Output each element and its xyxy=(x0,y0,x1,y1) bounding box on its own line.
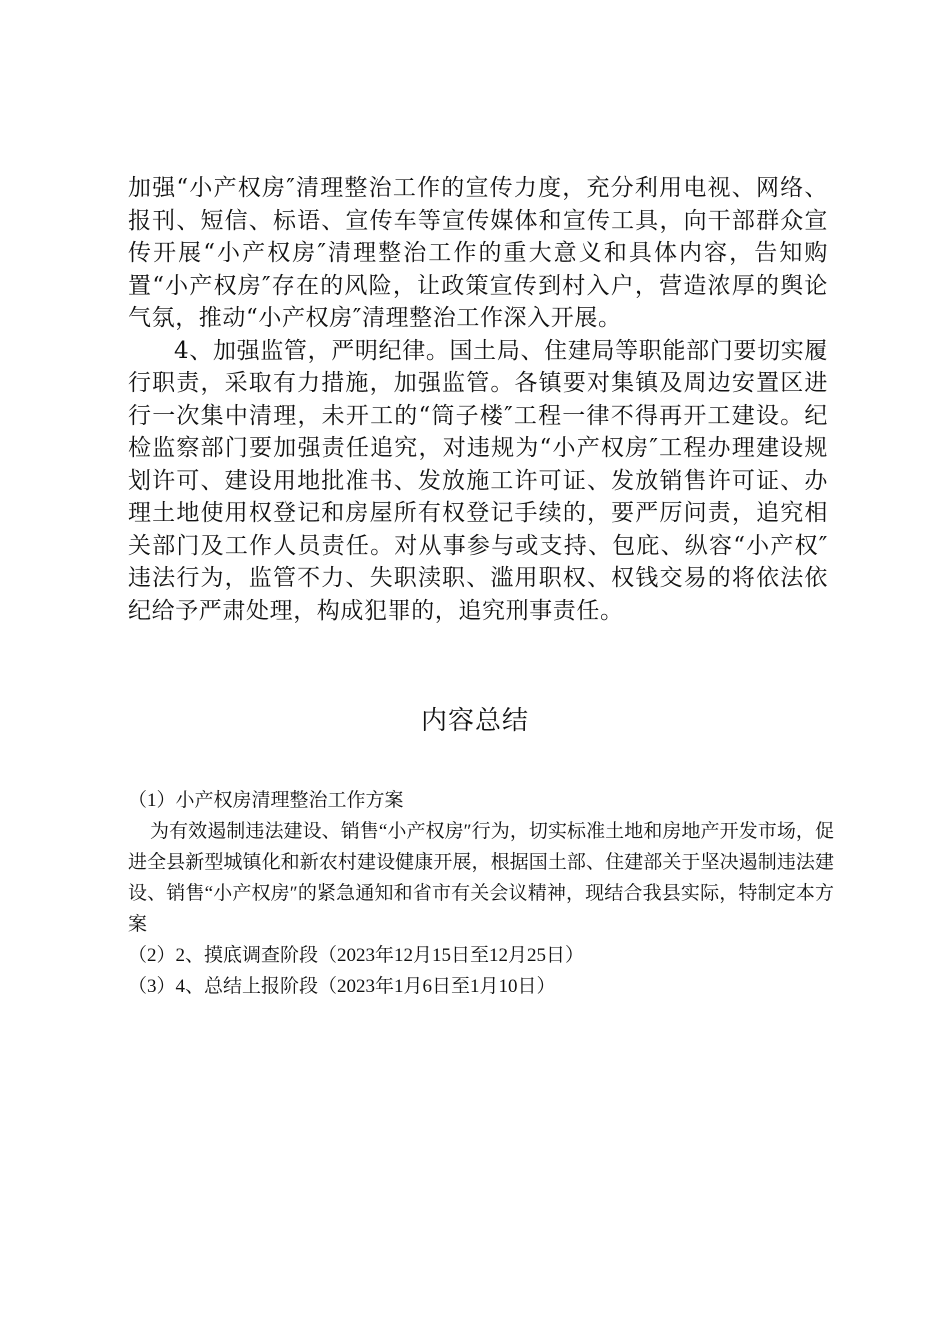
body-paragraph-supervision: 4、加强监管，严明纪律。国土局、住建局等职能部门要切实履行职责，采取有力措施，加强监管。各镇要对集镇及周边安置区进行一次集中清理，未开工的“筒子楼″工程一律不得再开工建设。纪检监察部门要加强责任追究，对违规为“小产权房″工程办理建设规划许可、建设用地批准书、发放施工许可证、发放销售许可证、办理土地使用权登记和房屋所有权登记手续的，要严厉问责，追究相关部门及工作人员责任。对从事参与或支持、包庇、纵容“小产权″违法行为，监管不力、失职渎职、滥用职权、权钱交易的将依法依纪给予严肃处理，构成犯罪的，追究刑事责任。 xyxy=(128,337,828,624)
summary-item-3: （3）4、总结上报阶段（2023年1月6日至1月10日） xyxy=(128,976,556,997)
summary-item-2: （2）2、摸底调查阶段（2023年12月15日至12月25日） xyxy=(128,945,585,966)
summary-item-description: 为有效遏制违法建设、销售“小产权房″行为，切实标准土地和房地产开发市场，促进全县新型城镇化和新农村建设健康开展，根据国土部、住建部关于坚决遏制违法建设、销售“小产权房″的紧急通知和省市有关会议精神，现结合我县实际，特制定本方案 xyxy=(128,821,834,935)
body-text xyxy=(128,172,828,627)
summary-item-1: （1）小产权房清理整治工作方案 xyxy=(128,790,404,811)
summary-title: 内容总结 xyxy=(420,706,529,736)
summary-section xyxy=(128,785,834,1002)
body-paragraph-publicity: 加强“小产权房″清理整治工作的宣传力度，充分利用电视、网络、报刊、短信、标语、宣传车等宣传媒体和宣传工具，向干部群众宣传开展“小产权房″清理整治工作的重大意义和具体内容，告知购置“小产权房″存在的风险，让政策宣传到村入户，营造浓厚的舆论气氛，推动“小产权房″清理整治工作深入开展。 xyxy=(128,175,828,331)
